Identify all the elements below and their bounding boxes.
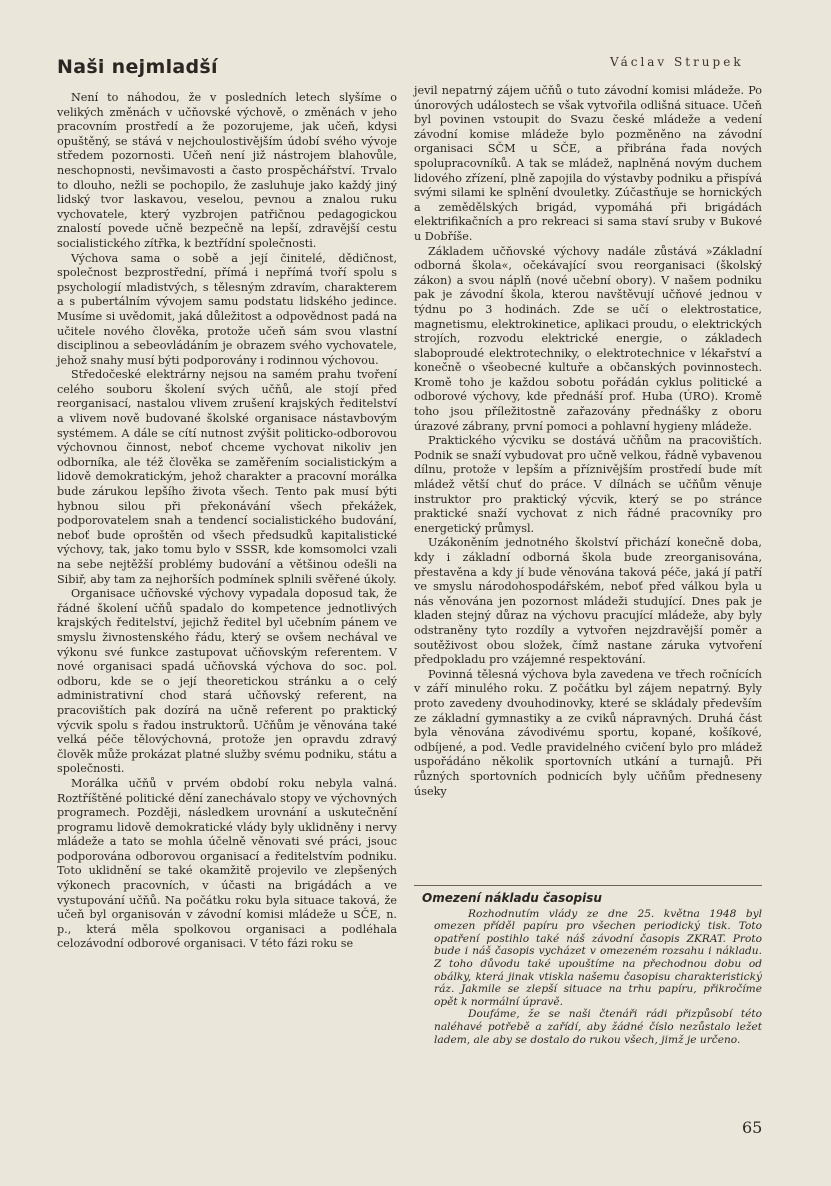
notice-box [414, 892, 762, 1046]
notice-divider [414, 885, 762, 886]
paragraph: Středočeské elektrárny nejsou na samém prahu tvoření celého souboru školení svých učňů, ale stojí před reorganisací, nastalou vlivem zrušení krajských ředitelství a vlivem nově budované školské organisace nástavbovým systémem. A dále se cítí nutnost zvýšit politicko-odborovou výchovnou činnost, neboť chceme vychovat nikoliv jen odborníka, ale též člověka se zaměřením socialistickým a lidově demokratickým, jehož charakter a pracovní morálka bude zárukou lepšího života všech. Tento pak musí býti hybnou silou při překonávání všech překážek, podporovatelem snah a tendencí socialistického budování, neboť bude oproštěn od všech předsudků kapitalistické výchovy, tak, jako tomu bylo v SSSR, kde komsomolci vzali na sebe nejtěžší problémy budování a většinou odešli na Sibiř, aby tam za nejhorších podmínek splnili svěřené úkoly. [57, 368, 397, 586]
paragraph: Povinná tělesná výchova byla zavedena ve třech ročnících v září minulého roku. Z počátku byl zájem nepatrný. Byly proto zavedeny dvouhodinovky, které se skládaly především ze základní gymnastiky a ze cviků nápravných. Druhá část byla věnována závodivému sportu, kopané, košíkové, odbíjené, a pod. Vedle pravidelného cvičení bylo pro mládež uspořádáno několik sportovních utkání a turnajů. Při různých sportovních podnicích byly učňům předneseny úseky [414, 667, 762, 798]
paragraph: Výchova sama o sobě a její činitelé, dědičnost, společnost bezprostřední, přímá i nepřímá tvoří spolu s psychologií mladistvých, s tělesným zdravím, charakterem a s pubertálním vývojem samu podstatu lidského jedince. Musíme si uvědomit, jaká důležitost a odpovědnost padá na učitele nového člověka, protože učeň sám svou vlastní disciplinou a sebeovládáním je obrazem svého vychovatele, jehož snahy musí býti podporovány i rodinnou výchovou. [57, 251, 397, 367]
paragraph: Morálka učňů v prvém období roku nebyla valná. Roztříštěné politické dění zanechávalo stopy ve výchovných programech. Později, následkem urovnání a uskutečnění programu lidově demokratické vlády byly uklidněny i nervy mládeže a tato se mohla účelně věnovati své práci, jsouc podporována odborovou organisací a ředitelstvím podniku. Toto uklidnění se také okamžitě projevilo ve zlepšených výkonech pracovních, v účasti na brigádách a ve vystupování učňů. Na počátku roku byla situace taková, že učeň byl organisován v závodní komisi mládeže u SČE, n. p., která měla spolkovou organisaci a podléhala celozávodní odborové organisaci. V této fázi roku se [57, 776, 397, 951]
right-column [414, 84, 762, 799]
page-number: 65 [742, 1118, 763, 1137]
paragraph: Uzákoněním jednotného školství přichází konečně doba, kdy i základní odborná škola bude zreorganisována, přestavěna a kdy jí bude věnována taková péče, jaká jí patří ve smyslu národohospodářském, neboť před válkou byla u nás věnována jen pozornost mládeži studující. Dnes pak je kladen stejný důraz na výchovu pracující mládeže, aby byly odstraněny tyto rozdíly a vytvořen nejzdravější poměr a soutěživost obou složek, čímž nastane záruka vytvoření předpokladu pro vzájemné respektování. [414, 536, 762, 667]
notice-paragraph: Rozhodnutím vlády ze dne 25. května 1948 byl omezen příděl papíru pro všechen periodický tisk. Toto opatření postihlo také náš závodní časopis ZKRAT. Proto bude i náš časopis vycházet v omezeném rozsahu i nákladu. Z toho důvodu také upouštíme na přechodnou dobu od obálky, která jinak vtiskla našemu časopisu charakteristický ráz. Jakmile se zlepší situace na trhu papíru, přikročíme opět k normální úpravě. [434, 907, 762, 1008]
paragraph: Základem učňovské výchovy nadále zůstává »Základní odborná škola«, očekávající svou reorganisaci (školský zákon) a svou náplň (nové učební obory). V našem podniku pak je závodní škola, kterou navštěvují učňové jednou v týdnu po 3 hodinách. Zde se učí o elektrostatice, magnetismu, elektrokinetice, aplikaci proudu, o elektrických strojích, rozvodu elektrické energie, o základech slaboproudé elektrotechniky, o elektrotechnice v lékařství a konečně o všeobecné kultuře a občanských povinnostech. Kromě toho je každou sobotu pořádán cyklus politické a odborové výchovy, kde přednáší prof. Huba (ÚRO). Kromě toho jsou příležitostně zařazovány přednášky z oboru úrazové zábrany, první pomoci a pohlavní hygieny mládeže. [414, 244, 762, 433]
paragraph: Praktického výcviku se dostává učňům na pracovištích. Podnik se snaží vybudovat pro učně velkou, řádně vybavenou dílnu, protože v lepším a příznivějším prostředí bude mít mládež větší chuť do práce. V dílnách se učňům věnuje instruktor pro praktický výcvik, který se po stránce praktické snaží vychovat z nich řádné pracovníky pro energetický průmysl. [414, 434, 762, 535]
article-author: Václav Strupek [610, 55, 744, 69]
notice-heading: Omezení nákladu časopisu [422, 891, 602, 905]
paragraph: jevil nepatrný zájem učňů o tuto závodní komisi mládeže. Po únorových událostech se však vytvořila odlišná situace. Učeň byl povinen vstoupit do Svazu české mládeže a vedení závodní komise mládeže bylo pozměněno na závodní organisaci SČM u SČE, a přibrána řada nových spolupracovníků. A tak se mládež, naplněná novým duchem lidového zřízení, plně zapojila do výstavby podniku a přispívá svými silami ke splnění dvouletky. Zúčastňuje se hornických a zemědělských brigád, vypomáhá při brigádách elektrifikačních a pro rekreaci si sama staví sruby v Bukové u Dobříše. [414, 84, 762, 243]
notice-paragraph: Doufáme, že se naši čtenáři rádi přizpůsobí této naléhavé potřebě a zařídí, aby žádné číslo nezůstalo ležet ladem, ale aby se dostalo do rukou všech, jimž je určeno. [434, 1008, 762, 1046]
paragraph: Není to náhodou, že v posledních letech slyšíme o velikých změnách v učňovské výchově, o změnách v jeho pracovním prostředí a že pozorujeme, jak učeň, kdysi opuštěný, se stává v nejchoulostivějším údobí svého vývoje středem pozornosti. Učeň není již nástrojem blahovůle, neschopnosti, nevšimavosti a často prospěchářství. Trvalo to dlouho, nežli se pochopilo, že zasluhuje jako každý jiný lidský tvor laskavou, veselou, pevnou a znalou ruku vychovatele, který vyzbrojen patřičnou pedagogickou znalostí povede učně bezpečně na lepší, zdravější cestu socialistického zítřka, k beztřídní společnosti. [57, 91, 397, 250]
paragraph: Organisace učňovské výchovy vypadala doposud tak, že řádné školení učňů spadalo do kompetence jednotlivých krajských ředitelství, jejichž ředitel byl učebním pánem ve smyslu živnostenského řádu, který se ovšem nechával ve výkonu své funkce zastupovat učňovským referentem. V nové organisaci spadá učňovská výchova do soc. pol. odboru, kde se o její theoretickou stránku a o celý administrativní chod stará učňovský referent, na pracovištích pak dozírá na učně referent po praktický výcvik spolu s řadou instruktorů. Učňům je věnována také velká péče tělovýchovná, protože jen opravdu zdravý člověk může prokázat platné služby svému podniku, státu a společnosti. [57, 587, 397, 776]
left-column [57, 91, 397, 952]
article-title: Naši nejmladší [57, 56, 218, 78]
